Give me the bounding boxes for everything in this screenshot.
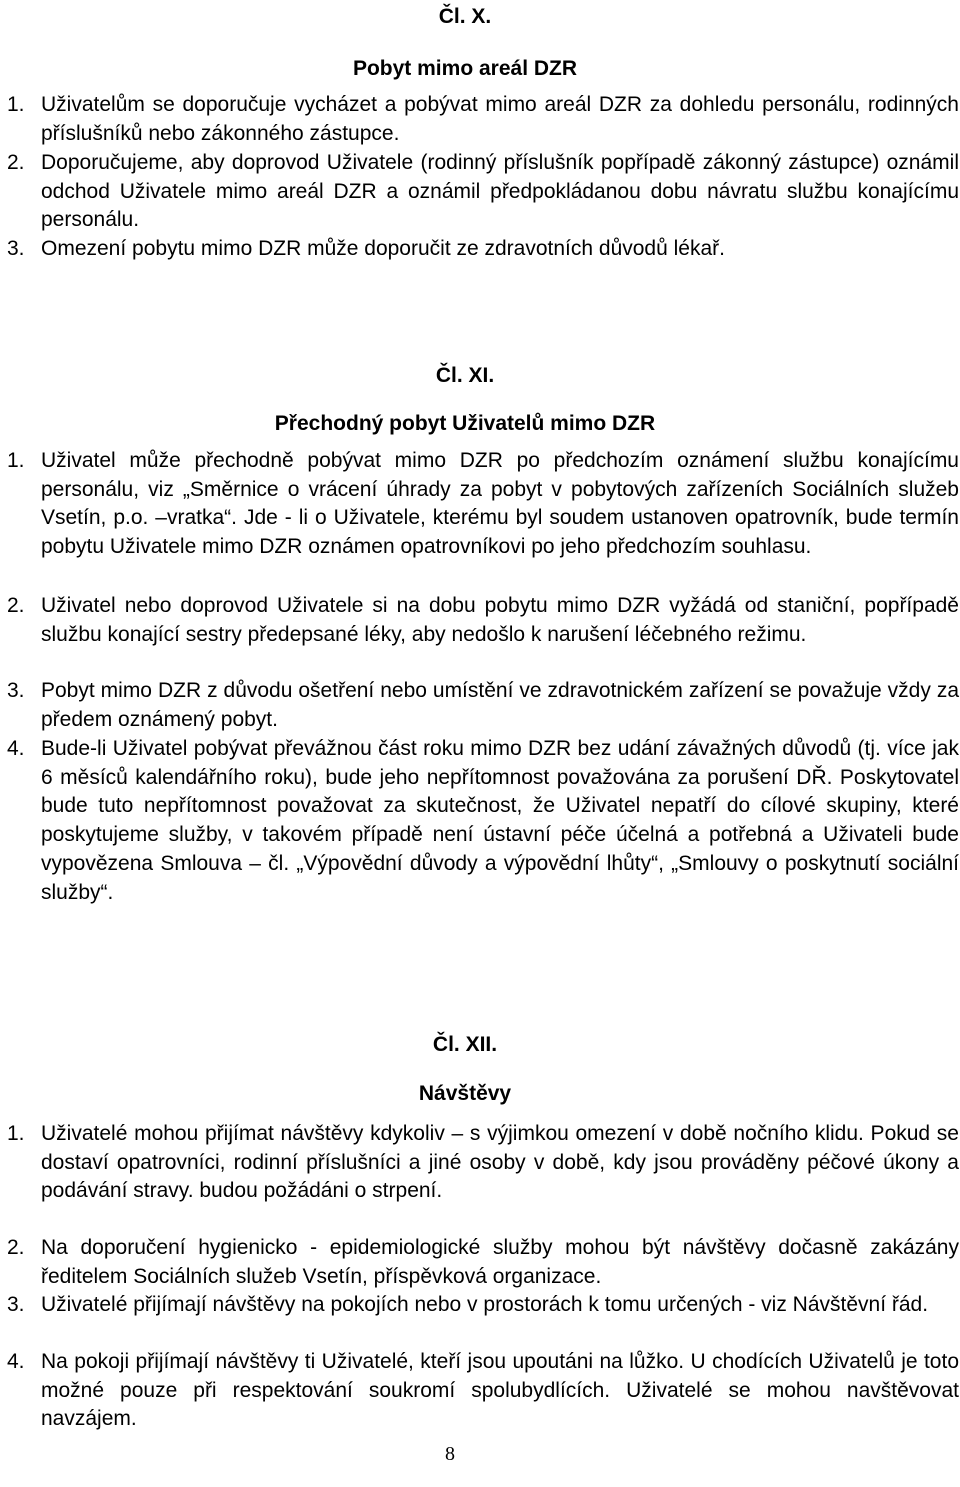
item-number: 4.	[7, 737, 25, 760]
article-heading: Čl. XII.	[432, 1033, 498, 1056]
item-number: 1.	[7, 449, 25, 472]
item-text: Bude-li Uživatel pobývat převážnou část roku mimo DZR bez udání závažných důvodů (tj. více jak 6 měsíců kalendářního roku), bude jeho nepřítomnost považována za porušení DŘ. Poskytovatel bude tuto nepřítomnost považovat za skutečnost, že Uživatel nepatří do cílové skupiny, které poskytujeme služby, v takovém případě není ústavní péče účelná a potřebná a Uživateli bude vypovězena Smlouva – čl. „Výpovědní důvody a výpovědní lhůty“, „Smlouvy o poskytnutí sociální služby“.	[41, 737, 959, 904]
item-number: 3.	[7, 1293, 25, 1316]
item-number: 2.	[7, 594, 25, 617]
item-text: Doporučujeme, aby doprovod Uživatele (rodinný příslušník popřípadě zákonný zástupce) oznámil odchod Uživatele mimo areál DZR a oznámil předpokládanou dobu návratu službu konajícímu personálu.	[41, 151, 959, 232]
section-title: Pobyt mimo areál DZR	[352, 57, 578, 80]
item-text: Omezení pobytu mimo DZR může doporučit ze zdravotních důvodů lékař.	[41, 237, 725, 260]
item-text: Na pokoji přijímají návštěvy ti Uživatelé, kteří jsou upoutáni na lůžko. U chodících Uživatelů je toto možné pouze při respektování soukromí spolubydlících. Uživatelé se mohou navštěvovat navzájem.	[41, 1350, 959, 1431]
section-title: Přechodný pobyt Uživatelů mimo DZR	[274, 412, 656, 435]
item-number: 3.	[7, 679, 25, 702]
item-text: Uživatel nebo doprovod Uživatele si na dobu pobytu mimo DZR vyžádá od staniční, popřípadě službu konající sestry předepsané léky, aby nedošlo k narušení léčebného režimu.	[41, 594, 959, 646]
article-heading: Čl. X.	[438, 5, 492, 28]
page-number: 8	[445, 1443, 455, 1465]
item-text: Uživatel může přechodně pobývat mimo DZR po předchozím oznámení službu konajícímu personálu, viz „Směrnice o vrácení úhrady za pobyt v pobytových zařízeních Sociálních služeb Vsetín, p.o. –vratka“. Jde - li o Uživatele, kterému byl soudem ustanoven opatrovník, bude termín pobytu Uživatele mimo DZR oznámen opatrovníkovi po jeho předchozím souhlasu.	[41, 449, 959, 559]
item-number: 2.	[7, 1236, 25, 1259]
item-number: 1.	[7, 93, 25, 116]
article-heading: Čl. XI.	[435, 364, 495, 387]
item-text: Na doporučení hygienicko - epidemiologické služby mohou být návštěvy dočasně zakázány ředitelem Sociálních služeb Vsetín, příspěvková organizace.	[41, 1236, 959, 1288]
item-number: 4.	[7, 1350, 25, 1373]
item-number: 1.	[7, 1122, 25, 1145]
item-text: Uživatelům se doporučuje vycházet a pobývat mimo areál DZR za dohledu personálu, rodinných příslušníků nebo zákonného zástupce.	[41, 93, 959, 145]
item-text: Uživatelé přijímají návštěvy na pokojích nebo v prostorách k tomu určených - viz Návštěvní řád.	[41, 1293, 929, 1316]
item-text: Pobyt mimo DZR z důvodu ošetření nebo umístění ve zdravotnickém zařízení se považuje vždy za předem oznámený pobyt.	[41, 679, 959, 731]
item-number: 3.	[7, 237, 25, 260]
item-text: Uživatelé mohou přijímat návštěvy kdykoliv – s výjimkou omezení v době nočního klidu. Pokud se dostaví opatrovníci, rodinní příslušníci a jiné osoby v době, kdy jsou prováděny péčové úkony a podávání stravy. budou požádáni o strpení.	[41, 1122, 959, 1203]
item-number: 2.	[7, 151, 25, 174]
section-title: Návštěvy	[418, 1082, 512, 1105]
